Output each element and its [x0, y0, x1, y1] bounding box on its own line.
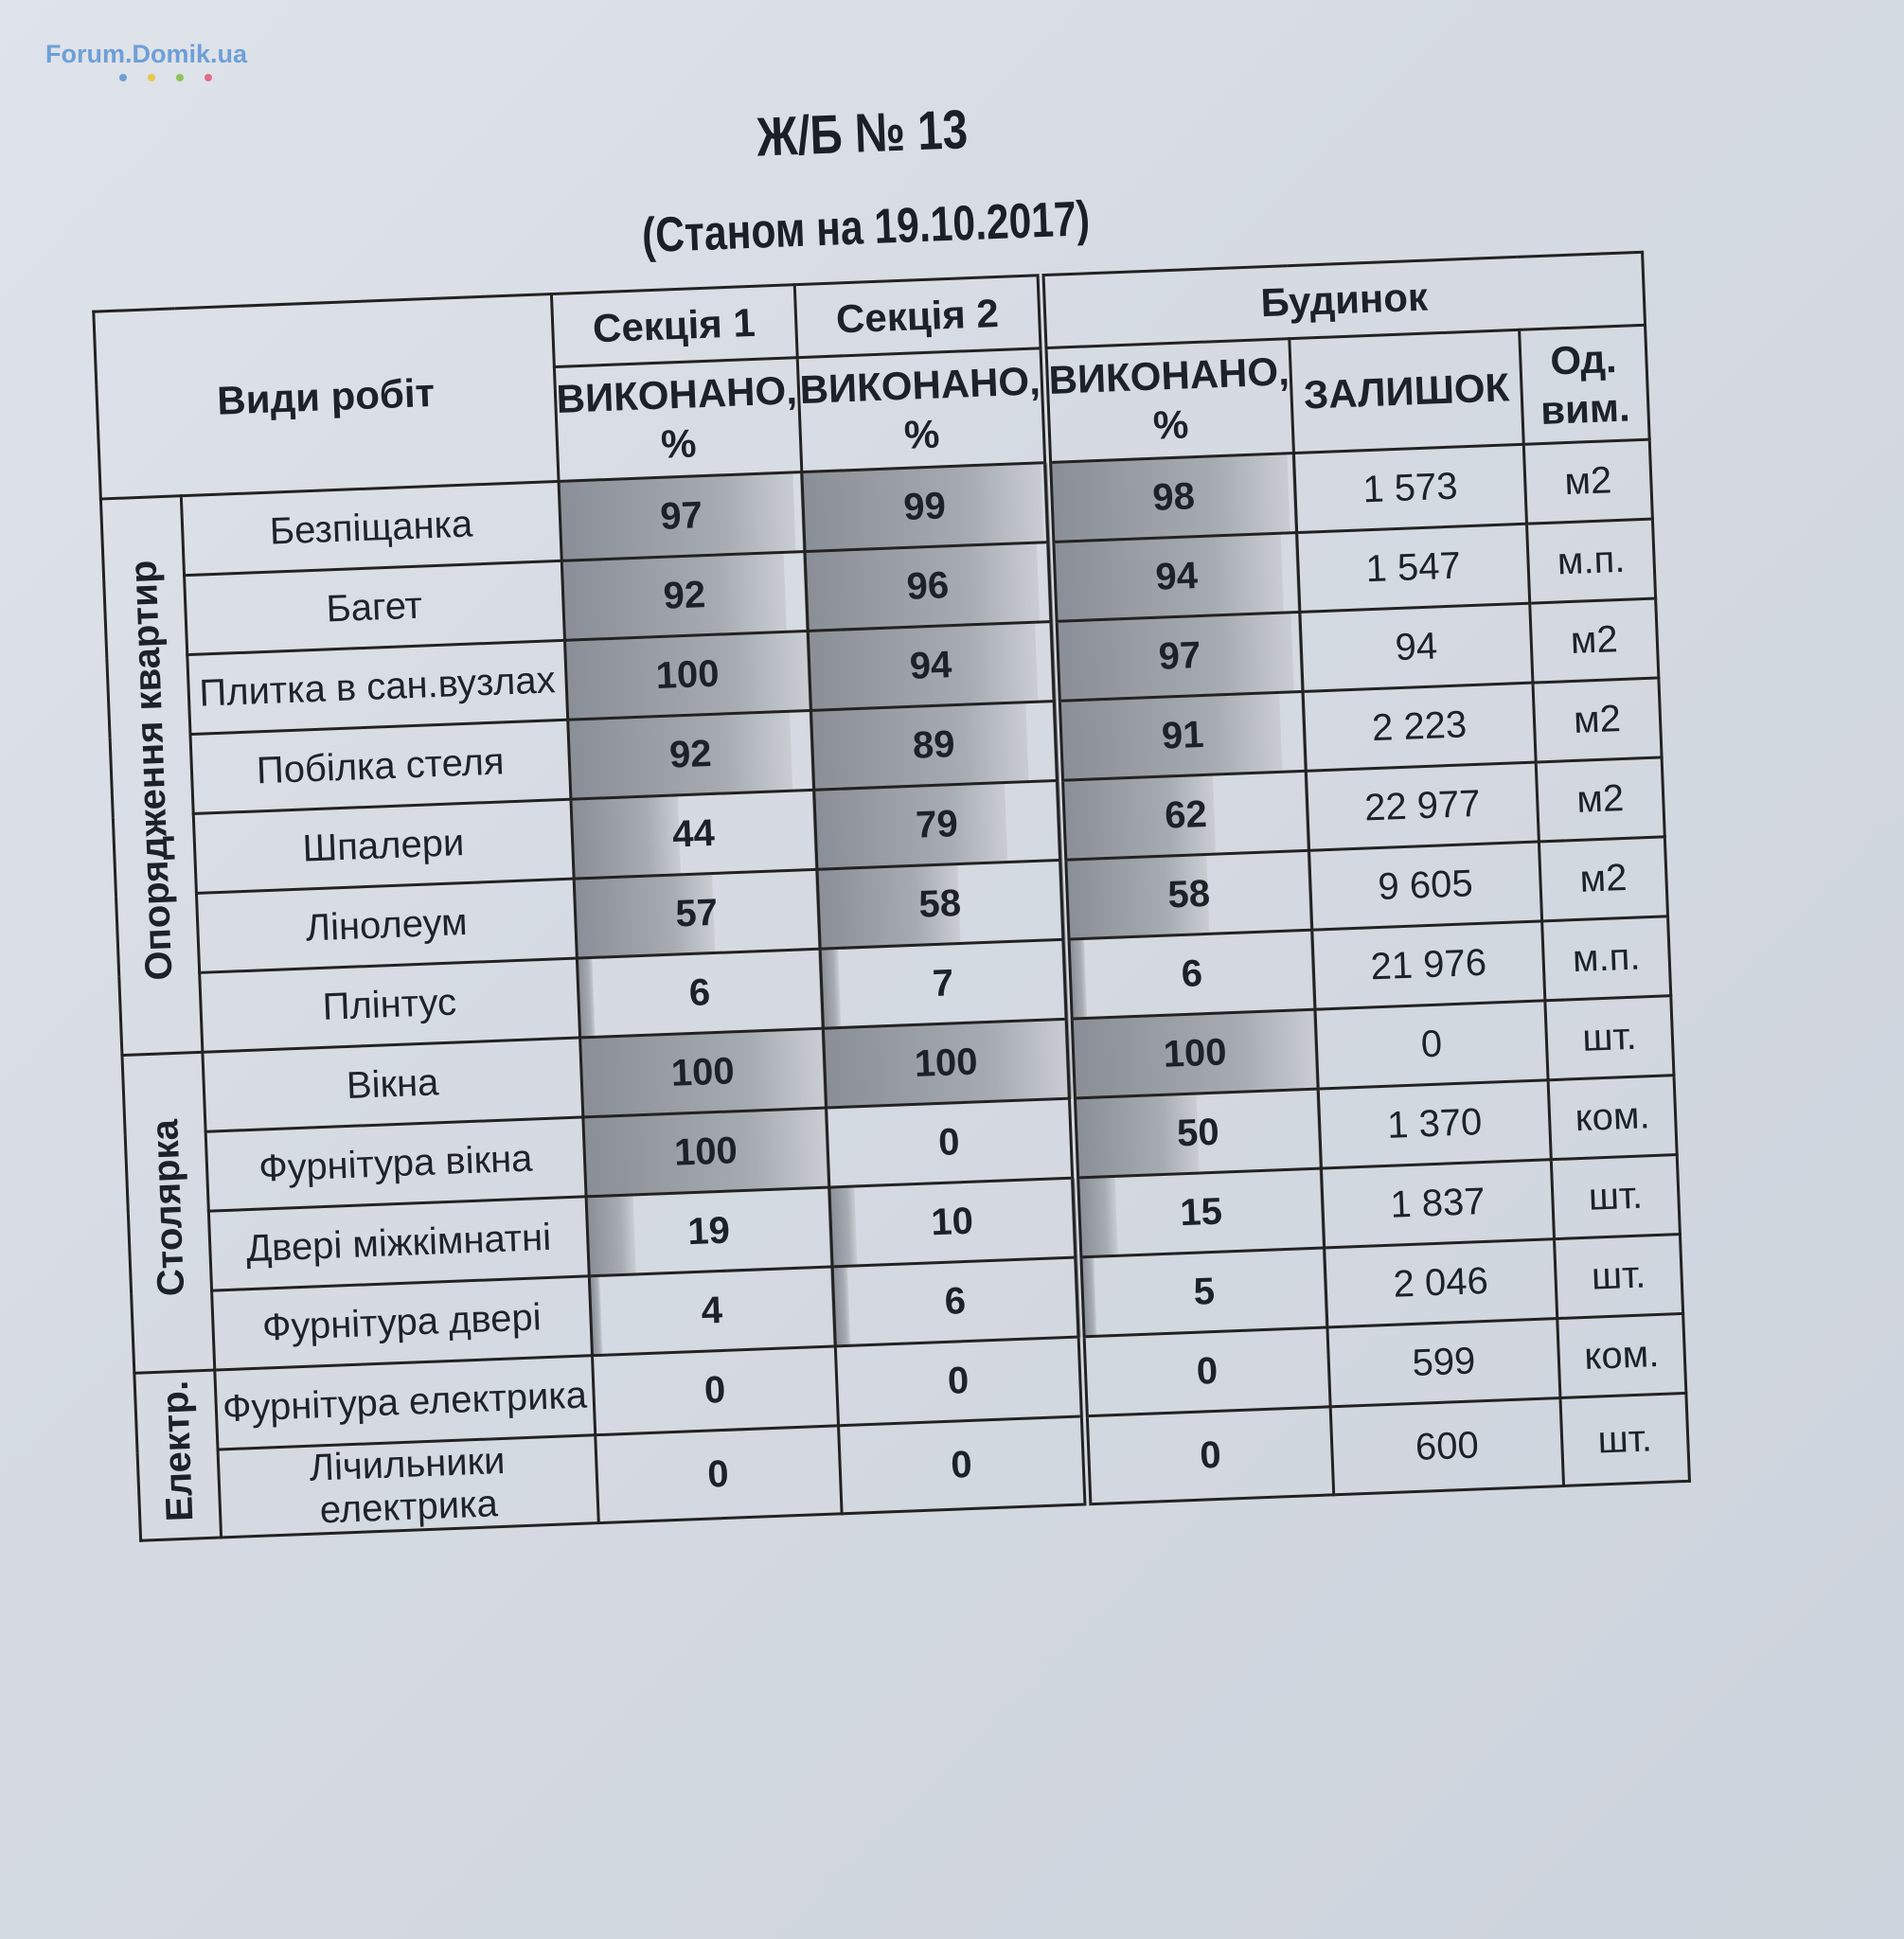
unit-cell: м2: [1533, 678, 1662, 762]
unit-cell: шт.: [1560, 1393, 1689, 1485]
section2-done-cell: 96: [805, 543, 1054, 632]
remaining-cell: 22 977: [1306, 762, 1539, 850]
building-done-cell: 62: [1059, 771, 1308, 860]
unit-cell: шт.: [1545, 996, 1674, 1080]
header-works: Види робіт: [94, 294, 559, 499]
unit-cell: ком.: [1557, 1313, 1686, 1397]
section2-done-cell: 7: [820, 939, 1069, 1028]
work-name-cell: Плінтус: [200, 958, 579, 1052]
document-subtitle: (Станом на 19.10.2017): [640, 191, 1091, 264]
work-name-cell: Побілка стеля: [190, 720, 570, 813]
building-done-cell: 5: [1078, 1248, 1327, 1337]
section1-done-cell: 100: [579, 1028, 826, 1117]
section2-done-cell: 6: [832, 1257, 1081, 1346]
work-name-cell: Багет: [185, 560, 564, 654]
group-label: [122, 1052, 215, 1373]
building-done-cell: 94: [1051, 533, 1300, 622]
unit-cell: ком.: [1548, 1076, 1677, 1160]
remaining-cell: 2 046: [1325, 1239, 1557, 1327]
document-sheet: [57, 71, 1719, 1543]
watermark-dot: [148, 74, 155, 81]
header-building-done: ВИКОНАНО, %: [1043, 339, 1294, 463]
building-done-cell: 6: [1066, 930, 1315, 1019]
work-name-cell: Лічильники електрика: [218, 1435, 598, 1538]
unit-cell: м2: [1530, 598, 1659, 683]
remaining-cell: 21 976: [1312, 921, 1545, 1009]
building-done-cell: 91: [1057, 691, 1306, 780]
work-name-cell: Фурнітура електрика: [215, 1356, 595, 1450]
section2-done-cell: 58: [817, 860, 1066, 949]
unit-cell: м2: [1536, 757, 1664, 842]
unit-cell: м2: [1523, 439, 1652, 524]
section1-done-cell: 44: [570, 790, 816, 879]
section1-done-cell: 4: [589, 1267, 835, 1356]
remaining-cell: 1 573: [1293, 444, 1526, 532]
section2-done-cell: 99: [802, 463, 1051, 552]
section2-done-cell: 100: [823, 1019, 1072, 1108]
building-done-cell: 97: [1054, 612, 1303, 701]
remaining-cell: 599: [1327, 1319, 1560, 1407]
section2-done-cell: 89: [810, 701, 1059, 790]
section2-done-cell: 10: [829, 1178, 1078, 1267]
section1-done-cell: 92: [567, 710, 813, 799]
building-done-cell: 0: [1084, 1407, 1334, 1504]
section1-done-cell: 100: [582, 1108, 828, 1197]
watermark-dot: [205, 74, 212, 81]
group-label-text: Опорядження квартир: [121, 560, 180, 982]
work-name-cell: Шпалери: [193, 799, 573, 893]
header-building: Будинок: [1041, 252, 1646, 347]
remaining-cell: 1 370: [1318, 1080, 1551, 1168]
work-name-cell: Фурнітура вікна: [205, 1117, 585, 1211]
work-name-cell: Безпіщанка: [181, 481, 561, 575]
section2-done-cell: 0: [835, 1337, 1084, 1426]
unit-cell: шт.: [1551, 1155, 1680, 1239]
group-label-text: Електр.: [153, 1379, 201, 1522]
work-name-cell: Фурнітура двері: [212, 1276, 592, 1370]
header-unit: Од. вим.: [1520, 325, 1650, 444]
watermark-dot: [176, 74, 184, 81]
unit-cell: м.п.: [1527, 519, 1656, 603]
work-name-cell: Плитка в сан.вузлах: [187, 640, 567, 734]
unit-cell: шт.: [1555, 1235, 1683, 1319]
section2-done-cell: 0: [838, 1416, 1088, 1514]
work-name-cell: Двері міжкімнатні: [208, 1197, 588, 1290]
remaining-cell: 94: [1300, 603, 1533, 691]
section1-done-cell: 92: [561, 552, 808, 641]
section2-done-cell: 0: [826, 1098, 1075, 1187]
header-section1: Секція 1: [551, 285, 797, 367]
remaining-cell: 600: [1330, 1398, 1563, 1495]
header-remaining: ЗАЛИШОК: [1290, 329, 1523, 453]
group-label: [134, 1370, 222, 1540]
document-title: Ж/Б № 13: [756, 98, 970, 169]
remaining-cell: 1 547: [1297, 524, 1530, 612]
work-name-cell: Лінолеум: [196, 879, 576, 972]
section1-done-cell: 100: [564, 631, 810, 720]
building-done-cell: 50: [1072, 1089, 1321, 1178]
building-done-cell: 100: [1069, 1009, 1318, 1098]
remaining-cell: 2 223: [1303, 683, 1536, 771]
forum-watermark: Forum.Domik.ua: [45, 40, 248, 68]
work-name-cell: Вікна: [203, 1038, 582, 1131]
section1-done-cell: 0: [595, 1426, 842, 1523]
unit-cell: м2: [1539, 837, 1667, 921]
section1-done-cell: 0: [592, 1346, 838, 1435]
group-label-text: Столярка: [143, 1118, 192, 1298]
section1-done-cell: 57: [574, 869, 820, 958]
building-done-cell: 0: [1081, 1327, 1330, 1416]
section1-done-cell: 6: [577, 949, 823, 1038]
header-section2-done: ВИКОНАНО, %: [797, 348, 1048, 472]
remaining-cell: 1 837: [1321, 1160, 1554, 1248]
header-section2: Секція 2: [794, 276, 1043, 358]
section2-done-cell: 79: [813, 780, 1062, 869]
watermark-dot: [119, 74, 127, 81]
section1-done-cell: 97: [559, 472, 805, 561]
section2-done-cell: 94: [808, 621, 1057, 710]
watermark-dots: [119, 74, 212, 81]
building-done-cell: 98: [1047, 454, 1296, 543]
remaining-cell: 0: [1315, 1001, 1548, 1089]
header-section1-done: ВИКОНАНО, %: [554, 358, 802, 482]
building-done-cell: 58: [1063, 850, 1312, 939]
building-done-cell: 15: [1076, 1168, 1325, 1257]
remaining-cell: 9 605: [1309, 842, 1542, 930]
unit-cell: м.п.: [1542, 916, 1671, 1001]
section1-done-cell: 19: [586, 1187, 832, 1276]
works-table-body: [100, 439, 1689, 1540]
works-table: [92, 251, 1691, 1542]
